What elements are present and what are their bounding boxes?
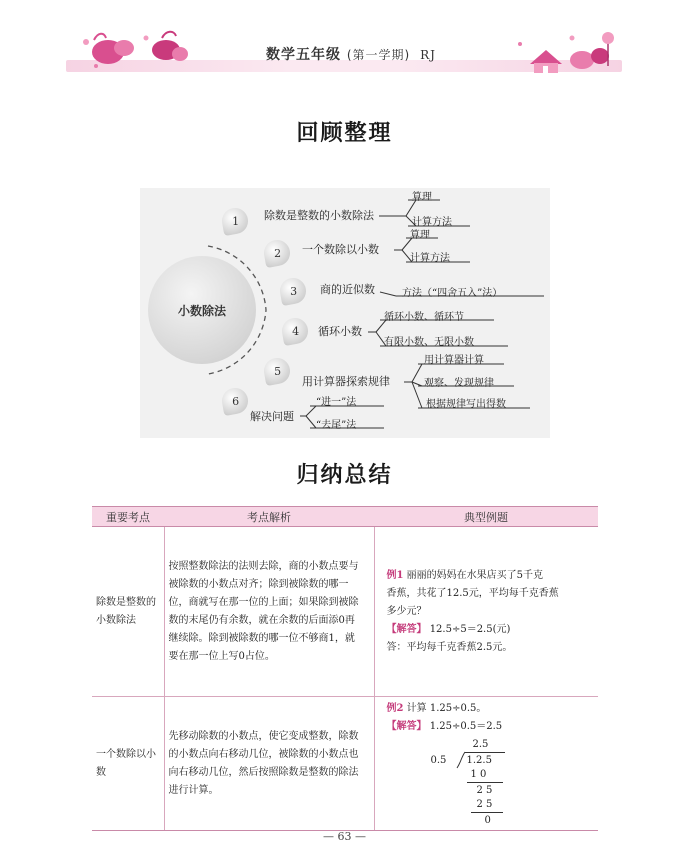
table-row — [92, 527, 598, 697]
branch-4-sub-1: 循环小数、循环节 — [384, 312, 464, 323]
key-point-cell: 一个数除以小数 — [92, 697, 164, 831]
page-number: — 63 — — [323, 830, 366, 843]
example-2-label: 例2 — [386, 702, 404, 714]
book-edition: RJ — [420, 48, 436, 62]
answer-2-equation: 1.25÷0.5＝2.5 — [429, 720, 503, 732]
division-bracket-icon — [455, 750, 467, 770]
division-step-3: 2 5 — [476, 798, 493, 810]
division-remainder: 0 — [484, 814, 491, 826]
branch-5-number: 5 — [273, 364, 281, 378]
branch-4-sub-2: 有限小数、无限小数 — [384, 337, 474, 348]
header-analysis: 考点解析 — [164, 507, 374, 527]
header-key-point: 重要考点 — [92, 507, 164, 527]
division-quotient: 2.5 — [472, 738, 489, 750]
branch-4-number: 4 — [291, 324, 299, 338]
branch-5-sub-3: 根据规律写出得数 — [426, 399, 506, 410]
book-term: (第一学期) — [346, 48, 411, 62]
header-example: 典型例题 — [374, 507, 598, 527]
example-cell — [374, 697, 598, 831]
branch-3-label: 商的近似数 — [320, 283, 375, 296]
branch-1-label: 除数是整数的小数除法 — [264, 209, 374, 222]
branch-6-sub-1: “进一”法 — [316, 397, 357, 408]
answer-1-label: 【解答】 — [386, 623, 427, 635]
branch-4-label: 循环小数 — [318, 325, 362, 338]
branch-2-sub-1: 算理 — [410, 230, 430, 241]
branch-1-sub-2: 计算方法 — [412, 217, 452, 228]
analysis-cell: 先移动除数的小数点，使它变成整数，除数的小数点向右移动几位，被除数的小数点也向右移动几位，然后按照除数是整数的除法进行计算。 — [164, 697, 374, 831]
branch-3-number: 3 — [289, 284, 297, 298]
example-2-answer — [387, 718, 599, 736]
flower-decoration-left — [66, 30, 196, 78]
header-title — [266, 44, 436, 64]
header-banner — [66, 30, 622, 78]
example-cell — [374, 527, 598, 697]
table-header-row — [92, 507, 598, 527]
branch-6-label: 解决问题 — [250, 410, 294, 423]
division-divisor: 0.5 — [430, 754, 447, 766]
branch-5-sub-1: 用计算器计算 — [424, 355, 484, 366]
example-2-question — [387, 700, 599, 718]
branch-5-label: 用计算器探索规律 — [302, 375, 390, 388]
example-1-line-1: 丽丽的妈妈在水果店买了5千克 — [406, 569, 544, 581]
division-dividend: 1.2.5 — [466, 754, 492, 766]
summary-title: 归纳总结 — [296, 463, 393, 488]
branch-2-label: 一个数除以小数 — [302, 243, 379, 256]
example-1-line-3: 多少元？ — [386, 605, 427, 617]
long-division — [431, 736, 531, 828]
answer-1-equation: 12.5÷5＝2.5(元) — [429, 623, 511, 635]
division-step-1: 1 0 — [470, 768, 487, 780]
house-decoration-right — [512, 30, 622, 78]
branch-1-sub-1: 算理 — [412, 192, 432, 203]
mind-map-center: 小数除法 — [148, 256, 256, 364]
answer-1-conclusion: 答：平均每千克香蕉2.5元。 — [386, 641, 513, 653]
review-title: 回顾整理 — [296, 121, 393, 146]
branch-5-sub-2: 观察、发现规律 — [424, 378, 494, 389]
branch-6-number: 6 — [231, 394, 239, 408]
example-1-label: 例1 — [386, 569, 404, 581]
mind-map — [140, 188, 550, 438]
key-point-cell: 除数是整数的小数除法 — [92, 527, 164, 697]
branch-3-sub-1: 方法（“四舍五入”法） — [402, 288, 503, 299]
branch-2-sub-2: 计算方法 — [410, 253, 450, 264]
answer-2-label: 【解答】 — [386, 720, 427, 732]
branch-2-number: 2 — [273, 246, 281, 260]
example-1-question — [387, 567, 599, 585]
analysis-cell: 按照整数除法的法则去除，商的小数点要与被除数的小数点对齐；除到被除数的哪一位，商就写在那一位的上面；如果除到被除数的末尾仍有余数，就在余数的后面添0再继续除。除到被除数的哪一位不够商1，就要在那一位上写0占位。 — [164, 527, 374, 697]
example-2-text: 计算 1.25÷0.5。 — [406, 702, 487, 714]
branch-1-number: 1 — [231, 214, 239, 228]
branch-6-sub-2: “去尾”法 — [316, 420, 357, 431]
example-1-answer — [387, 621, 599, 639]
example-1-line-2: 香蕉，共花了12.5元，平均每千克香蕉 — [386, 587, 559, 599]
summary-table — [92, 506, 598, 831]
division-step-2: 2 5 — [476, 784, 493, 796]
book-title: 数学五年级 — [266, 47, 341, 63]
table-row — [92, 697, 598, 831]
